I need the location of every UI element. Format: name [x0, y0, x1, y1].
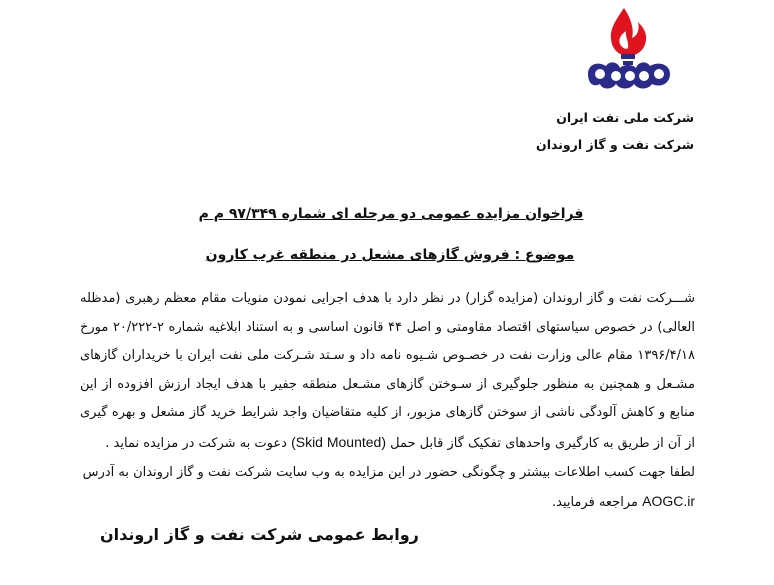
announcement-title	[0, 206, 774, 222]
nioc-flame-logo-icon	[580, 4, 690, 94]
body-line: العالی) در خصوص سیاستهای اقتصاد مقاومتی و اصل ۴۴ قانون اساسی و به استناد ابلاغیه شماره ۲-۲۰/۲۲۲ مورخ	[80, 319, 695, 335]
announcement-subject	[0, 247, 774, 263]
body-line	[80, 428, 695, 459]
logo-flame	[611, 8, 646, 56]
body-line	[80, 487, 695, 518]
body-line6-end: دعوت به شرکت در مزایده نماید .	[105, 435, 287, 451]
skid-mounted-term: (Skid Mounted)	[291, 433, 386, 450]
announcement-subject-text: موضوع : فروش گازهای مشعل در منطقه غرب کارون	[205, 247, 575, 263]
body-line6-start: از آن از طریق به کارگیری واحدهای تفکیک گاز قابل حمل	[390, 435, 695, 451]
body-line: مشـعل و همچنین به منظور جلوگیری از سـوختن گازهای مشـعل منطقه جفیر با هدف ایجاد ارزش افزوده از این	[80, 376, 695, 392]
body-line8-end: مراجعه فرمایید.	[552, 495, 638, 511]
organization-name	[536, 104, 694, 158]
signature: روابط عمومی شرکت نفت و گاز اروندان	[100, 525, 419, 544]
body-line: منابع و کاهش آلودگی ناشی از سوختن گازهای مزبور، از کلیه متقاضیان واجد شرایط خرید گاز مشعل و بهره گیری	[80, 405, 695, 421]
body-line: لطفا جهت کسب اطلاعات بیشتر و چگونگی حضور در این مزایده به وب سایت شرکت نفت و گاز اروندان به آدرس	[82, 464, 695, 480]
body-line: شـــرکت نفت و گاز اروندان (مزایده گزار) در نظر دارد با هدف اجرایی نمودن منویات مقام معظم رهبری (مدظله	[80, 291, 695, 306]
body-line: ۱۳۹۶/۴/۱۸ مقام عالی وزارت نفت در خصـوص شـیوه نامه داد و سـتد شـرکت ملی نفت ایران با خریداران گازهای	[80, 348, 695, 364]
announcement-body	[80, 285, 695, 518]
website-link[interactable]: AOGC.ir	[642, 493, 695, 510]
org-name-nioc: شرکت ملی نفت ایران	[556, 110, 694, 125]
announcement-title-text: فراخوان مزایده عمومی دو مرحله ای شماره ۹۷/۳۴۹ م م	[198, 206, 584, 222]
logo-stem	[621, 54, 635, 59]
nioc-logo	[580, 4, 690, 94]
org-name-arvandan: شرکت نفت و گاز اروندان	[536, 137, 694, 152]
